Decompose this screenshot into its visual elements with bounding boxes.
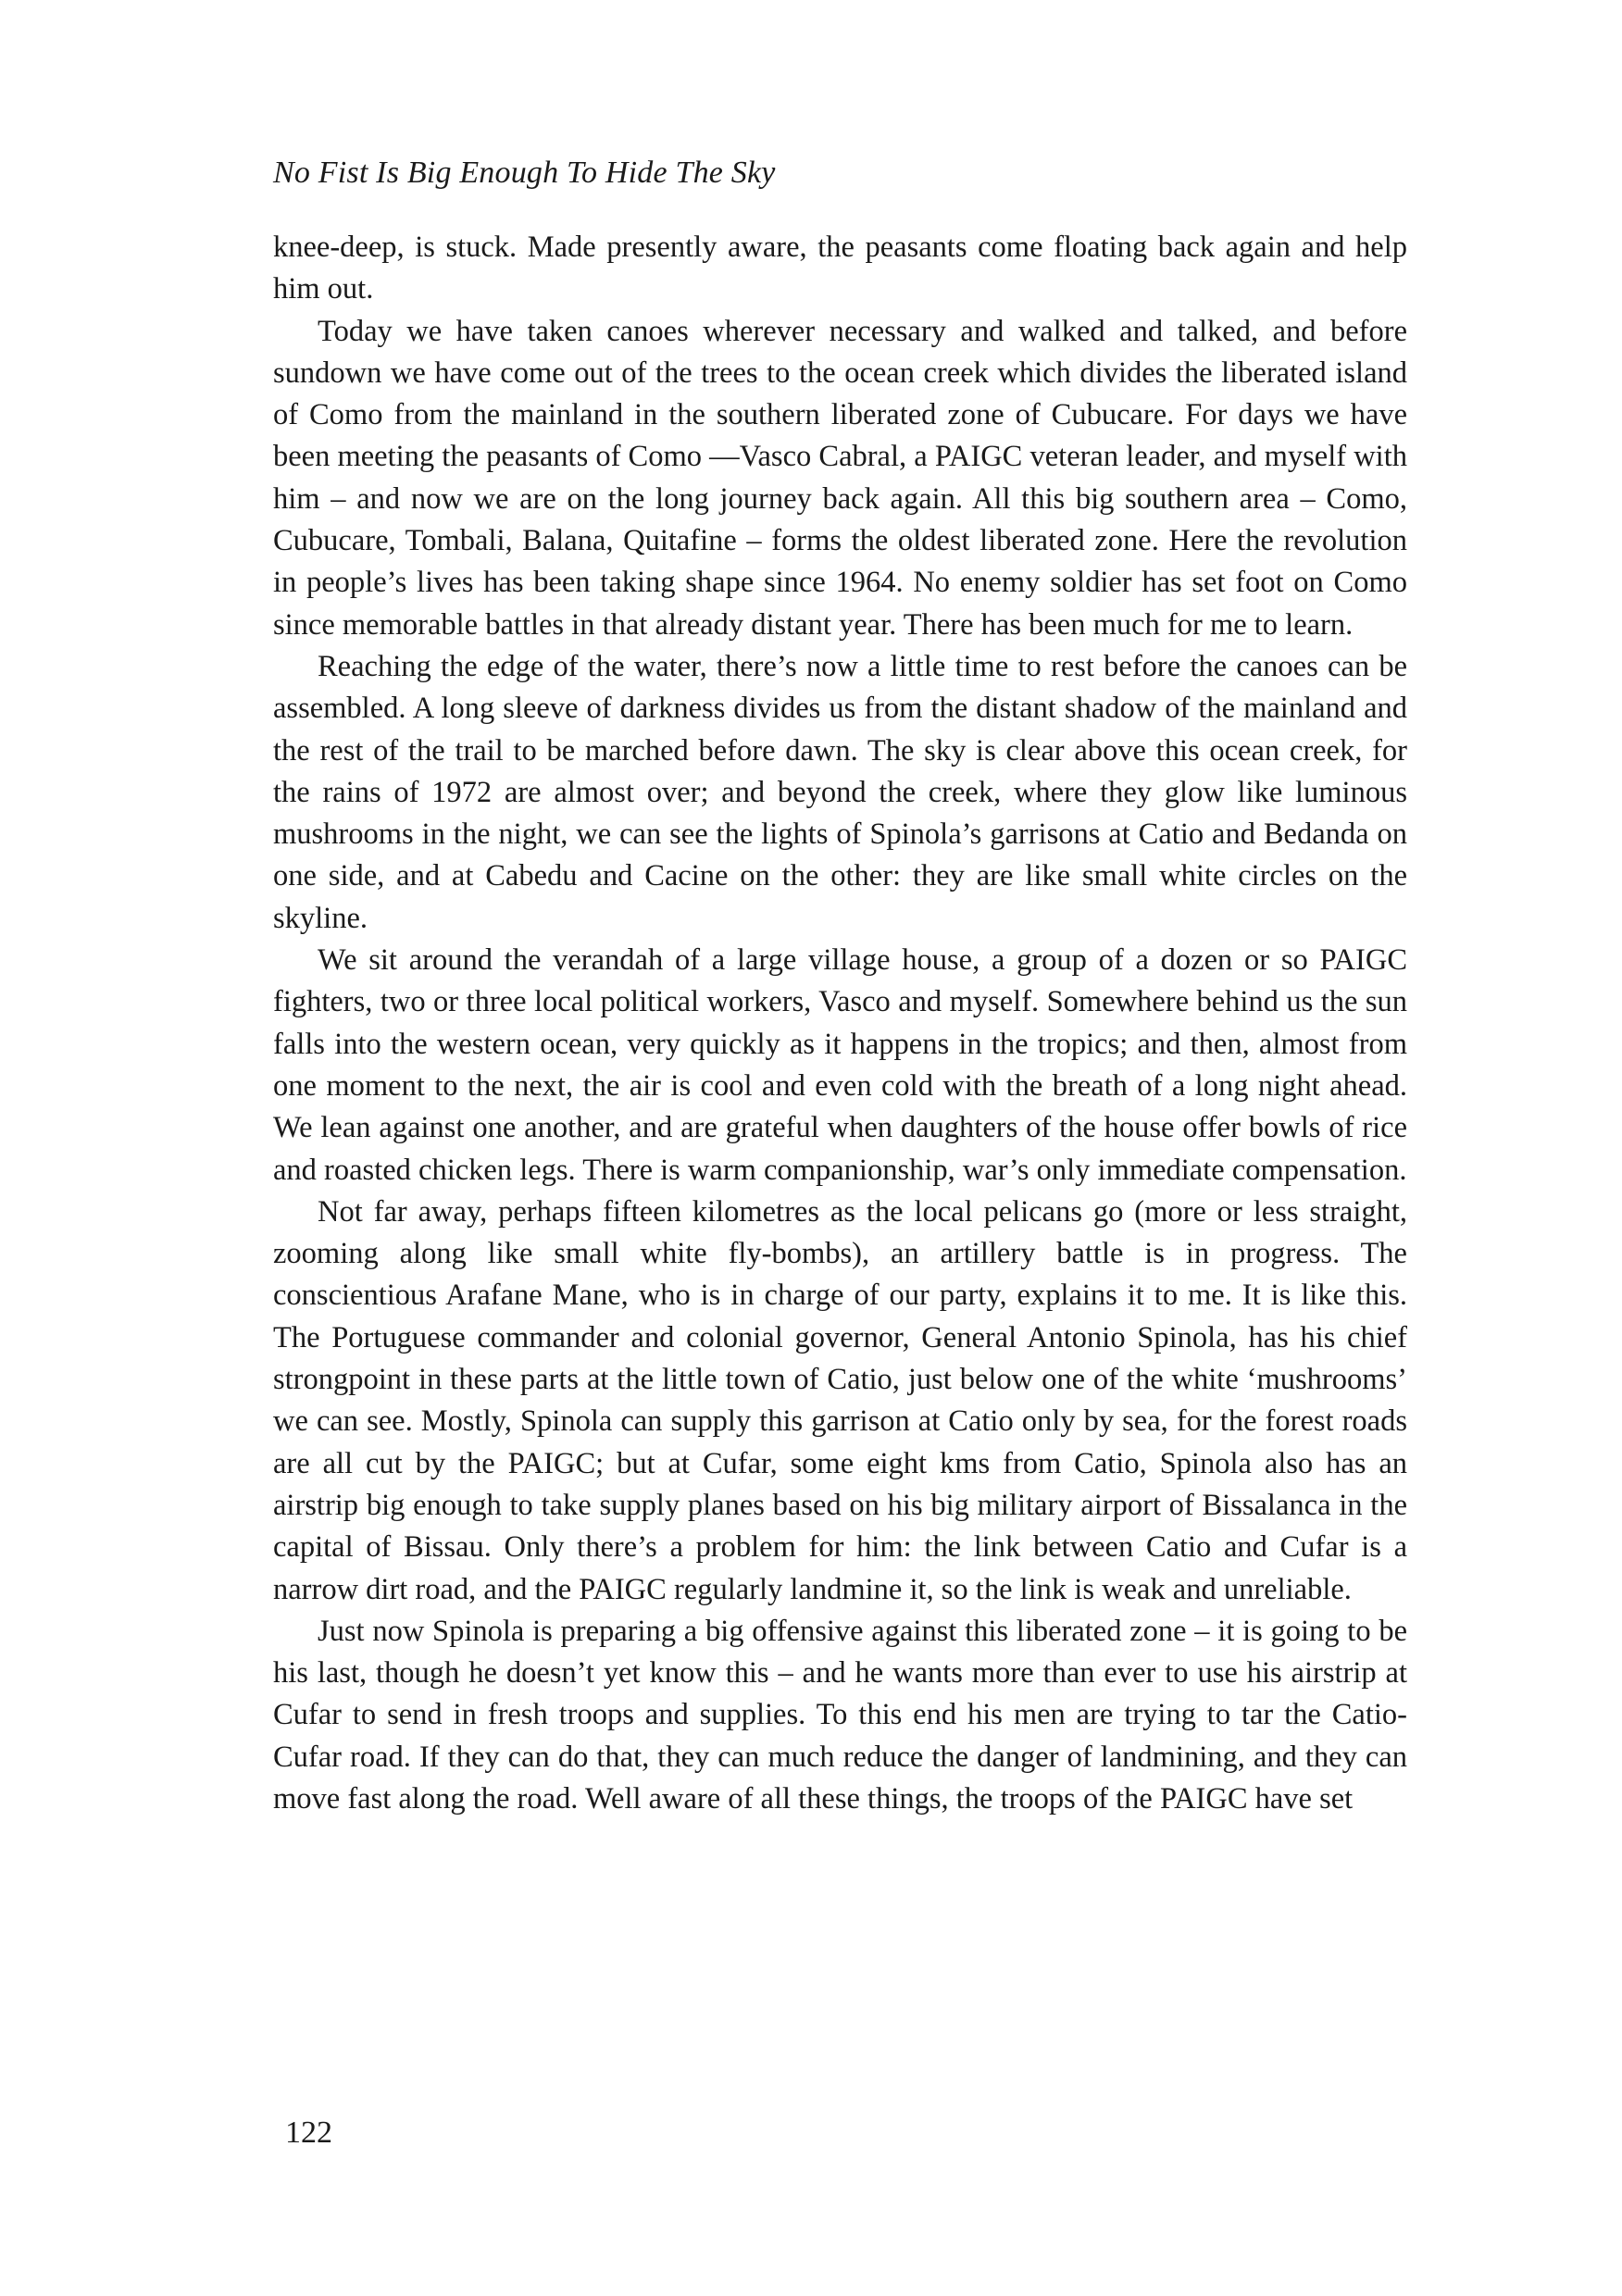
page-number: 122	[285, 2115, 332, 2150]
paragraph: Not far away, perhaps fifteen kilometres as the local pelicans go (more or less straight, zooming along like small white fly-bombs), an artillery battle is in progress. The conscientious Arafane Mane, who is in charge of our party, explains it to me. It is like this. The Portuguese commander and colonial governor, General Antonio Spinola, has his chief strongpoint in these parts at the little town of Catio, just below one of the white ‘mushrooms’ we can see. Mostly, Spinola can supply this garrison at Catio only by sea, for the forest roads are all cut by the PAIGC; but at Cufar, some eight kms from Catio, Spinola also has an airstrip big enough to take supply planes based on his big military airport of Bissalanca in the capital of Bissau. Only there’s a problem for him: the link between Catio and Cufar is a narrow dirt road, and the PAIGC regularly landmine it, so the link is weak and unreliable.	[273, 1194, 1407, 1606]
paragraph: Just now Spinola is preparing a big offensive against this liberated zone – it is going to be his last, though he doesn’t yet know this – and he wants more than ever to use his airstrip at Cufar to send in fresh troops and supplies. To this end his men are trying to tar the Catio-Cufar road. If they can do that, they can much reduce the danger of landmining, and they can move fast along the road. Well aware of all these things, the troops of the PAIGC have set	[273, 1614, 1407, 1816]
body-text	[273, 227, 1407, 1820]
paragraph: We sit around the verandah of a large village house, a group of a dozen or so PAIGC fighters, two or three local political workers, Vasco and myself. Somewhere behind us the sun falls into the western ocean, very quickly as it happens in the tropics; and then, almost from one moment to the next, the air is cool and even cold with the breath of a long night ahead. We lean against one another, and are grateful when daughters of the house offer bowls of rice and roasted chicken legs. There is warm companionship, war’s only immediate compensation.	[273, 943, 1407, 1187]
running-head: No Fist Is Big Enough To Hide The Sky	[273, 156, 776, 190]
paragraph: Today we have taken canoes wherever necessary and walked and talked, and before sundown we have come out of the trees to the ocean creek which divides the liberated island of Como from the mainland in the southern liberated zone of Cubucare. For days we have been meeting the peasants of Como —Vasco Cabral, a PAIGC veteran leader, and myself with him – and now we are on the long journey back again. All this big southern area – Como, Cubucare, Tombali, Balana, Quitafine – forms the oldest liberated zone. Here the revolution in people’s lives has been taking shape since 1964. No enemy soldier has set foot on Como since memorable battles in that already distant year. There has been much for me to learn.	[273, 314, 1407, 642]
paragraph: knee-deep, is stuck. Made presently aware, the peasants come floating back again and help him out.	[273, 231, 1407, 306]
paragraph: Reaching the edge of the water, there’s now a little time to rest before the canoes can be assembled. A long sleeve of darkness divides us from the distant shadow of the mainland and the rest of the trail to be marched before dawn. The sky is clear above this ocean creek, for the rains of 1972 are almost over; and beyond the creek, where they glow like luminous mushrooms in the night, we can see the lights of Spinola’s garrisons at Catio and Bedanda on one side, and at Cabedu and Cacine on the other: they are like small white circles on the skyline.	[273, 649, 1407, 935]
